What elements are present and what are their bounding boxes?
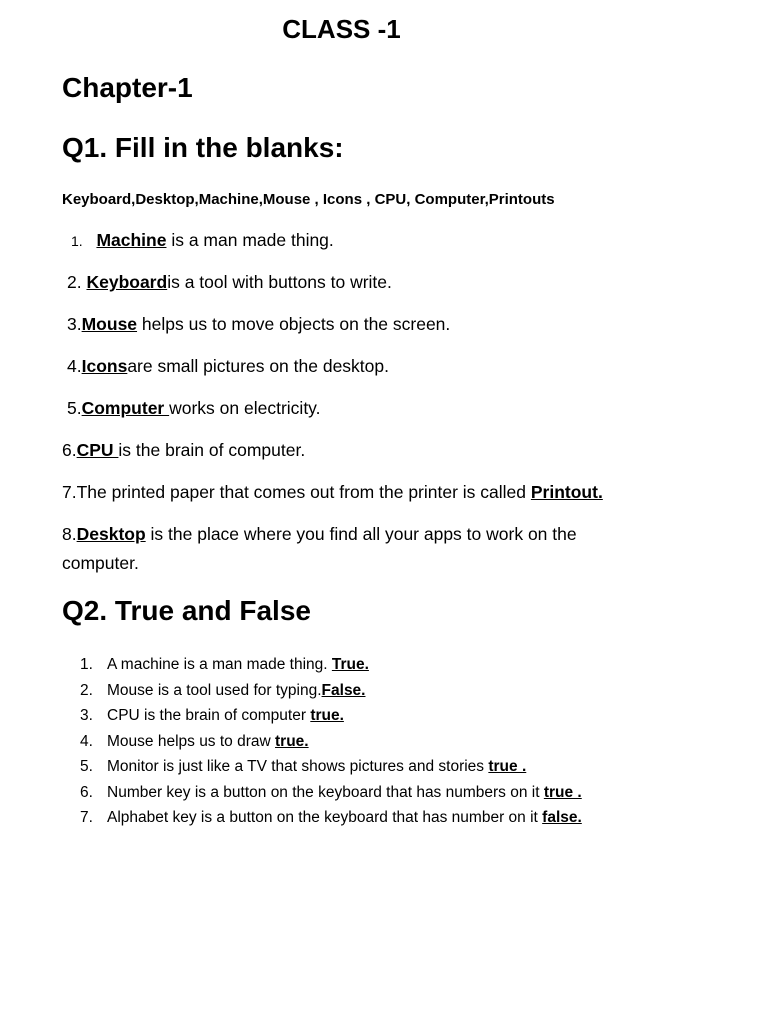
list-item (80, 652, 582, 678)
list-item-answer: False. (321, 681, 366, 699)
list-item-answer: true . (543, 783, 582, 801)
word-bank: Keyboard,Desktop,Machine,Mouse , Icons , CPU, Computer,Printouts (62, 191, 555, 208)
fill-item-number: 3. (67, 314, 82, 334)
q2-heading: Q2. True and False (62, 595, 311, 626)
fill-item-2 (67, 268, 392, 297)
q1-heading: Q1. Fill in the blanks: (62, 132, 344, 163)
list-item-text: CPU is the brain of computer (107, 707, 311, 724)
list-item (80, 703, 582, 729)
fill-item-number: 4. (67, 356, 82, 376)
fill-item-text: is a tool with buttons to write. (167, 272, 392, 292)
list-item-answer: true . (488, 758, 527, 775)
list-item-answer: false. (542, 809, 582, 826)
list-item-number: 2. (80, 681, 93, 699)
fill-item-number: 7. (62, 482, 77, 502)
fill-item-1 (71, 226, 334, 256)
fill-item-text: is a man made thing. (166, 230, 334, 250)
fill-item-answer: Keyboard (86, 272, 168, 292)
fill-item-answer: Icons (81, 356, 128, 376)
list-item (80, 754, 582, 780)
fill-item-answer: Mouse (81, 314, 138, 334)
list-item (80, 729, 582, 755)
fill-item-answer: Desktop (76, 524, 146, 544)
fill-item-8 (62, 520, 577, 549)
fill-item-number: 6. (62, 440, 77, 460)
list-item-answer: true. (310, 707, 344, 724)
fill-item-7 (62, 478, 603, 507)
chapter-heading: Chapter-1 (62, 72, 193, 103)
list-item-text: Number key is a button on the keyboard that has numbers on it (107, 783, 544, 801)
fill-item-number: 5. (67, 398, 82, 418)
list-item-number: 5. (80, 758, 93, 775)
fill-item-text: are small pictures on the desktop. (127, 356, 389, 376)
fill-item-answer: Computer (81, 398, 170, 418)
fill-item-answer: CPU (76, 440, 119, 460)
list-item (80, 805, 582, 831)
fill-item-text: is the brain of computer. (118, 440, 306, 460)
list-item-answer: true. (275, 732, 309, 750)
fill-item-6 (62, 436, 305, 465)
fill-item-number: 2. (67, 272, 87, 292)
list-item-number: 6. (80, 783, 93, 801)
fill-item-4 (67, 352, 389, 381)
fill-item-3 (67, 310, 450, 339)
fill-item-number: 8. (62, 524, 77, 544)
fill-item-8-continuation: computer. (62, 553, 139, 573)
list-item-text: A machine is a man made thing. (107, 656, 332, 673)
list-item-text: Monitor is just like a TV that shows pictures and stories (107, 758, 489, 775)
list-item (80, 678, 582, 704)
list-item-text: Alphabet key is a button on the keyboard that has number on it (107, 809, 543, 826)
fill-item-text: The printed paper that comes out from the printer is called (76, 482, 531, 502)
fill-item-answer: Printout. (530, 482, 603, 502)
list-item-number: 4. (80, 732, 93, 750)
true-false-list (80, 652, 582, 831)
list-item (80, 780, 582, 806)
list-item-number: 3. (80, 707, 93, 724)
fill-item-text: works on electricity. (169, 398, 321, 418)
list-item-number: 7. (80, 809, 93, 826)
fill-item-5 (67, 394, 321, 423)
list-item-text: Mouse helps us to draw (107, 732, 276, 750)
fill-item-text: helps us to move objects on the screen. (137, 314, 451, 334)
list-item-answer: True. (331, 656, 369, 673)
fill-item-answer: Machine (96, 230, 167, 250)
fill-item-text: is the place where you find all your apps to work on the (145, 524, 577, 544)
list-item-number: 1. (80, 656, 93, 673)
list-item-text: Mouse is a tool used for typing. (107, 681, 322, 699)
fill-item-number: 1. (71, 233, 83, 249)
class-title: CLASS -1 (282, 14, 401, 44)
